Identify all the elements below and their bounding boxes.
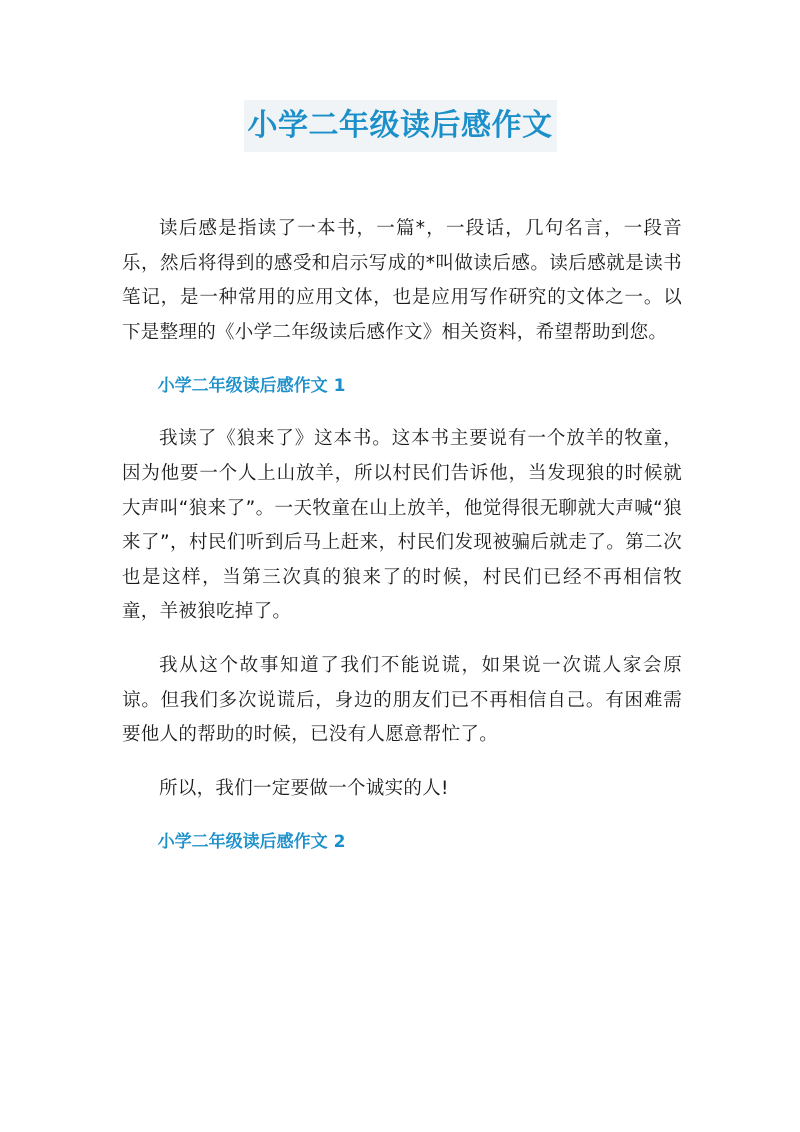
document-body [122,212,682,859]
section-1-heading: 小学二年级读后感作文 1 [157,376,346,397]
title-wrap [0,100,800,152]
section-2-heading: 小学二年级读后感作文 2 [157,832,346,853]
section-1-paragraph-1: 我读了《狼来了》这本书。这本书主要说有一个放羊的牧童，因为他要一个人上山放羊，所以村民们告诉他，当发现狼的时候就大声叫“狼来了”。一天牧童在山上放羊，他觉得很无聊就大声喊“狼来了”，村民们听到后马上赶来，村民们发现被骗后就走了。第二次也是这样，当第三次真的狼来了的时候，村民们已经不再相信牧童，羊被狼吃掉了。 [122,428,682,623]
document-title: 小学二年级读后感作文 [244,100,557,152]
intro-paragraph: 读后感是指读了一本书，一篇*，一段话，几句名言，一段音乐，然后将得到的感受和启示写成的*叫做读后感。读后感就是读书笔记，是一种常用的应用文体，也是应用写作研究的文体之一。以下是整理的《小学二年级读后感作文》相关资料，希望帮助到您。 [122,218,682,343]
section-1-paragraph-2: 我从这个故事知道了我们不能说谎，如果说一次谎人家会原谅。但我们多次说谎后，身边的朋友们已不再相信自己。有困难需要他人的帮助的时候，已没有人愿意帮忙了。 [122,654,682,746]
section-1-paragraph-3: 所以，我们一定要做一个诚实的人! [159,777,449,799]
